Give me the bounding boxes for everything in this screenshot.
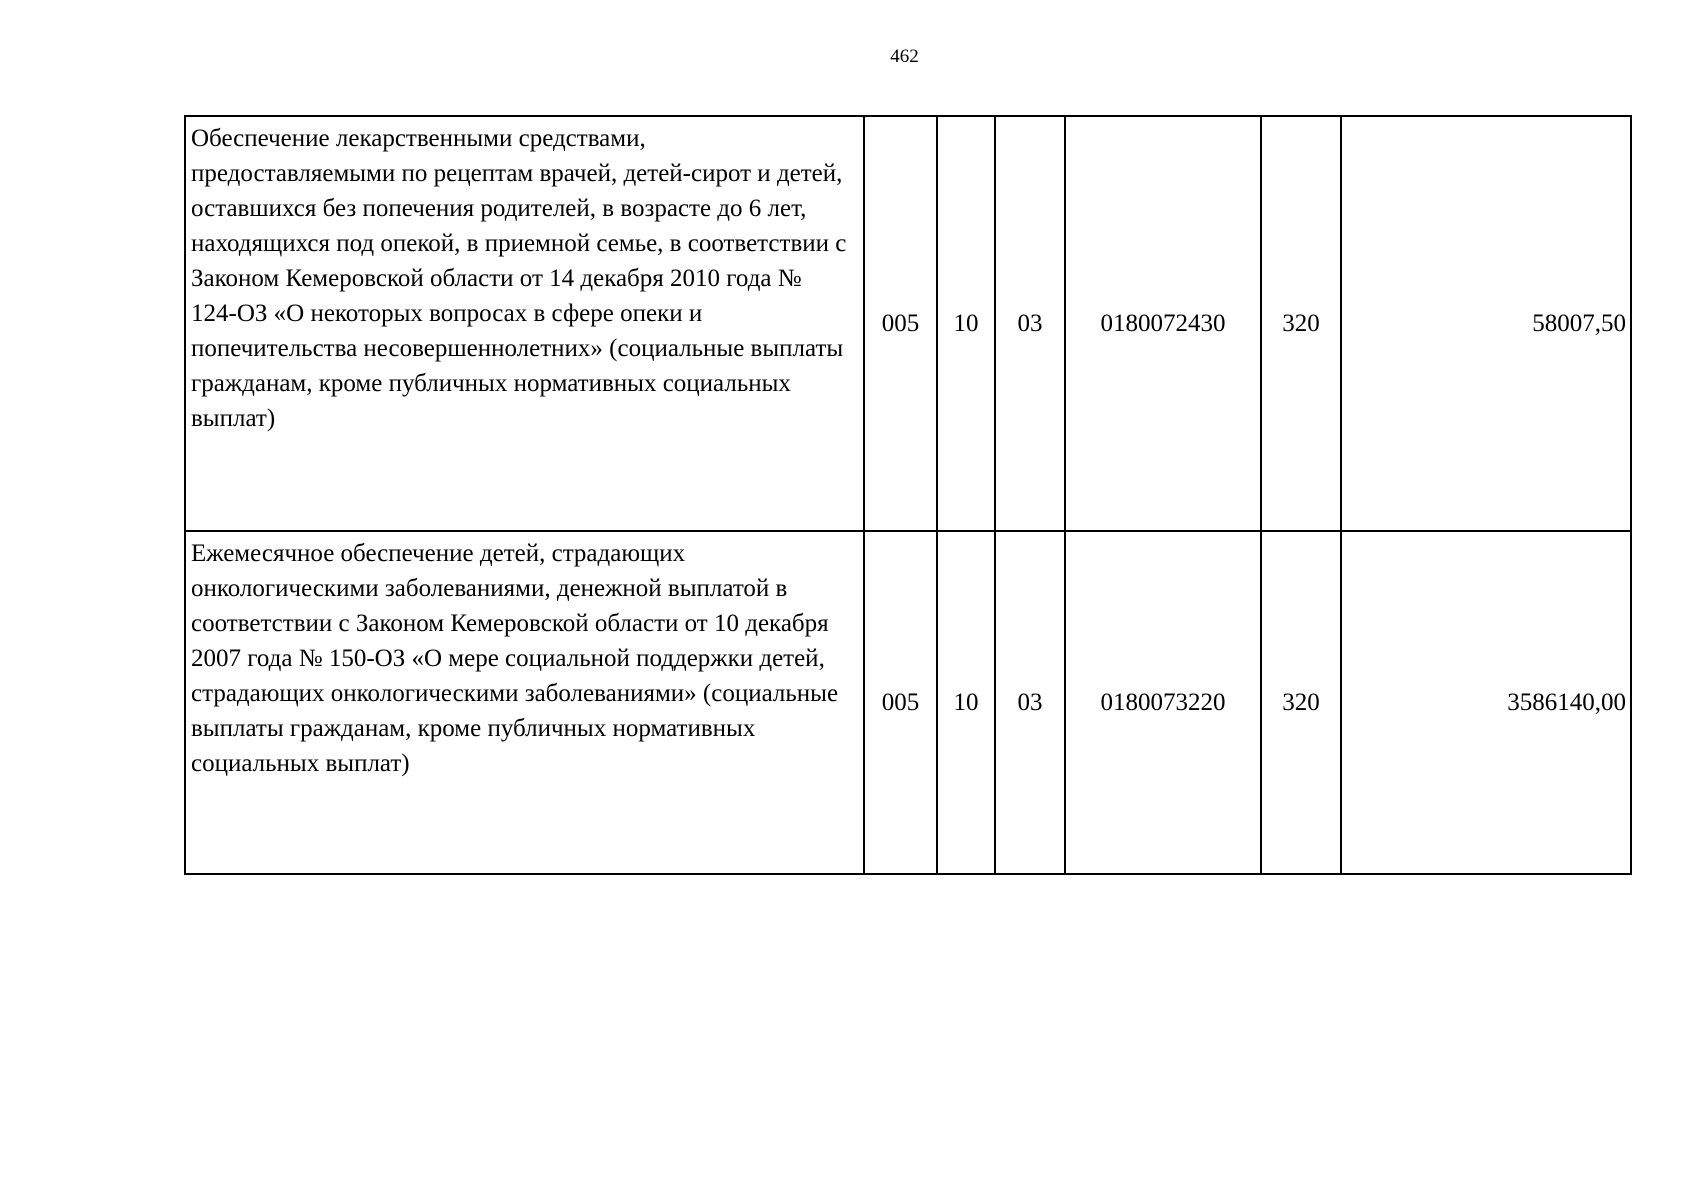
budget-table xyxy=(184,115,1632,875)
amount-cell: 3586140,00 xyxy=(1341,531,1631,874)
description-cell: Ежемесячное обеспечение детей, страдающих онкологическими заболеваниями, денежной выплатой в соответствии с Законом Кемеровской области от 10 декабря 2007 года № 150-ОЗ «О мере социальной поддержки детей, страдающих онкологическими заболеваниями» (социальные выплаты гражданам, кроме публичных нормативных социальных выплат) xyxy=(185,531,864,874)
page-number: 462 xyxy=(890,46,919,67)
description-cell: Обеспечение лекарственными средствами, предоставляемыми по рецептам врачей, детей-сирот и детей, оставшихся без попечения родителей, в возрасте до 6 лет, находящихся под опекой, в приемной семье, в соответствии с Законом Кемеровской области от 14 декабря 2010 года № 124-ОЗ «О некоторых вопросах в сфере опеки и попечительства несовершеннолетних» (социальные выплаты гражданам, кроме публичных нормативных социальных выплат) xyxy=(185,116,864,531)
section-code-cell: 10 xyxy=(937,116,995,531)
ministry-code-cell: 005 xyxy=(864,116,937,531)
target-article-cell: 0180072430 xyxy=(1065,116,1261,531)
expense-type-cell: 320 xyxy=(1261,531,1341,874)
section-code-cell: 10 xyxy=(937,531,995,874)
amount-cell: 58007,50 xyxy=(1341,116,1631,531)
expense-type-cell: 320 xyxy=(1261,116,1341,531)
ministry-code-cell: 005 xyxy=(864,531,937,874)
subsection-code-cell: 03 xyxy=(995,531,1065,874)
table-row xyxy=(185,116,1631,531)
subsection-code-cell: 03 xyxy=(995,116,1065,531)
target-article-cell: 0180073220 xyxy=(1065,531,1261,874)
table-row xyxy=(185,531,1631,874)
